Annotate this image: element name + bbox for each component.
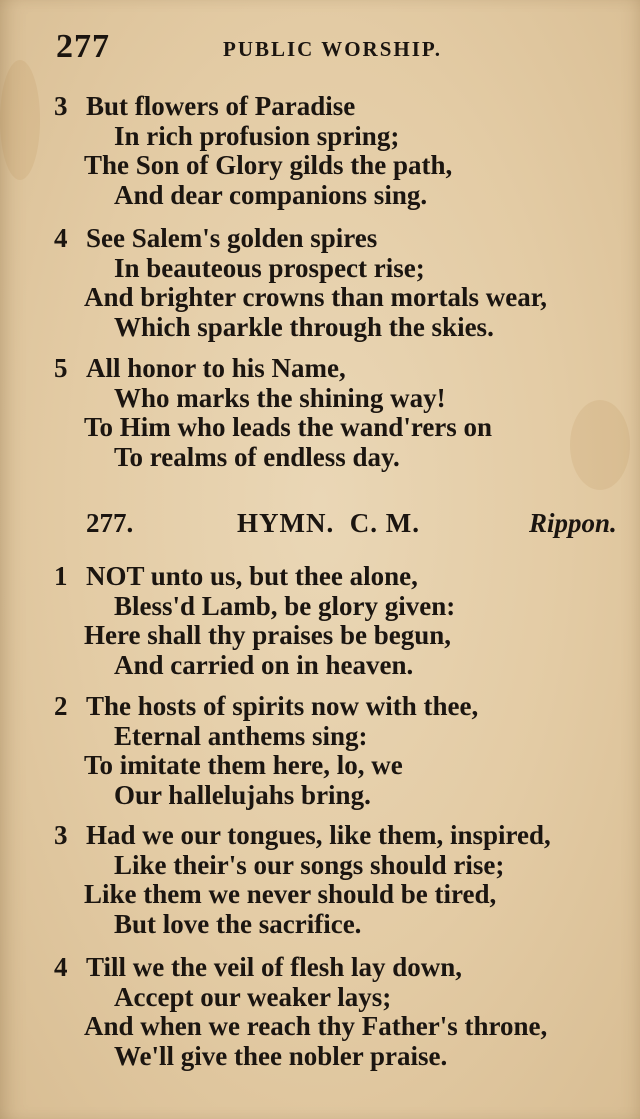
line-text: In beauteous prospect rise; [114,252,425,283]
stanza-line [54,283,634,313]
stanza-number: 1 [54,561,68,591]
line-text: To realms of endless day. [114,441,400,472]
stanza-line [54,181,634,211]
stanza-line [54,384,634,414]
stanza-line [54,1042,634,1072]
line-text: Bless'd Lamb, be glory given: [114,590,456,621]
stanza [54,953,634,1071]
line-text: And dear companions sing. [114,179,428,210]
stanza-line [54,151,634,181]
hymn-number: 277. [86,508,134,538]
line-text: NOT unto us, but thee alone, [86,561,418,591]
line-text: All honor to his Name, [86,353,346,383]
line-text: See Salem's golden spires [86,223,378,253]
stanza-line [54,92,634,122]
line-text: Had we our tongues, like them, inspired, [86,820,551,850]
line-text: The hosts of spirits now with thee, [86,691,479,721]
line-text: The Son of Glory gilds the path, [84,150,453,180]
page-number: 277 [56,28,110,65]
stanza-line [54,751,634,781]
stanza-line [54,1012,634,1042]
stanza-line [54,692,634,722]
line-text: Till we the veil of flesh lay down, [86,952,463,982]
paper-stain [0,60,40,180]
stanza-number: 3 [54,820,68,850]
stanza [54,224,634,342]
line-text: And carried on in heaven. [114,649,414,680]
stanza-line [54,880,634,910]
line-text: Like their's our songs should rise; [114,849,505,880]
stanza-line [54,953,634,983]
line-text: And when we reach thy Father's throne, [84,1011,548,1041]
stanza-line [54,821,634,851]
hymn-title: HYMN. C. M. [237,508,420,538]
stanza-line [54,851,634,881]
stanza-number: 3 [54,91,68,121]
line-text: To Him who leads the wand'rers on [84,412,493,442]
stanza-line [54,354,634,384]
line-text: But love the sacrifice. [114,908,362,939]
stanza-line [54,254,634,284]
stanza [54,821,634,939]
stanza [54,354,634,472]
line-text: To imitate them here, lo, we [84,750,403,780]
line-text: Here shall thy praises be begun, [84,620,452,650]
stanza-line [54,781,634,811]
stanza-number: 5 [54,353,68,383]
line-text: Who marks the shining way! [114,382,446,413]
stanza-line [54,651,634,681]
line-text: Accept our weaker lays; [114,981,392,1012]
stanza-line [54,443,634,473]
stanza-line [54,313,634,343]
running-head: PUBLIC WORSHIP. [223,37,443,61]
stanza-line [54,592,634,622]
line-text: Our hallelujahs bring. [114,779,371,810]
line-text: We'll give thee nobler praise. [114,1040,448,1071]
stanza-line [54,983,634,1013]
stanza [54,562,634,680]
stanza-number: 4 [54,952,68,982]
stanza-line [54,562,634,592]
line-text: Eternal anthems sing: [114,720,368,751]
line-text: And brighter crowns than mortals wear, [84,282,548,312]
stanza-line [54,122,634,152]
line-text: But flowers of Paradise [86,91,356,121]
line-text: In rich profusion spring; [114,120,400,151]
stanza-line [54,621,634,651]
hymn-heading [0,508,640,544]
stanza-line [54,910,634,940]
stanza-line [54,722,634,752]
stanza [54,92,634,210]
stanza [54,692,634,810]
line-text: Like them we never should be tired, [84,879,497,909]
page-header [0,28,640,68]
stanza-line [54,413,634,443]
line-text: Which sparkle through the skies. [114,311,494,342]
stanza-number: 4 [54,223,68,253]
stanza-number: 2 [54,691,68,721]
hymn-author: Rippon. [529,508,617,538]
stanza-line [54,224,634,254]
